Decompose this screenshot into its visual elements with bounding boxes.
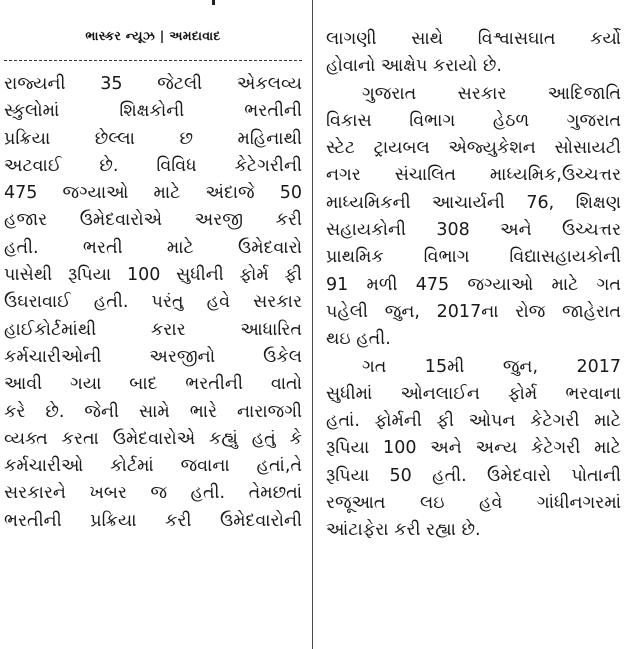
article-line: પ્રક્રિયા છેલ્લા છ મહિનાથી (4, 128, 302, 149)
article-line: ભરતીની પ્રક્રિયા કરી ઉમેદવારોની (4, 510, 302, 531)
article-line: રૂપિયા 100 અને અન્ય કેટેગરી માટે (326, 438, 621, 459)
article-line: હોવાનો આક્ષેપ કરાયો છે. (326, 56, 502, 77)
article-line: 475 જગ્યાઓ માટે અંદાજે 50 (4, 183, 302, 204)
article-line: લાગણી સાથે વિશ્વાસઘાત કર્યો (326, 29, 621, 49)
article-line: આવી ગયા બાદ ભરતીની વાતો (4, 374, 302, 395)
article-line: રાજ્યની 35 જેટલી એકલવ્ય (4, 74, 302, 94)
article-line: સુધીમાં ઓનલાઈન ફોર્મ ભરવાના (326, 383, 621, 404)
article-line: હજાર ઉમેદવારોએ અરજી કરી (4, 210, 302, 231)
article-line: વિકાસ વિભાગ હેઠળ ગુજરાત (326, 110, 621, 131)
article-line: માધ્યમિકની આચાર્યની 76, શિક્ષણ (326, 192, 621, 213)
article-line: હતાં. ફોર્મની ફી ઓપન કેટેગરી માટે (326, 411, 621, 432)
article-line: સહાયકોની 308 અને ઉચ્ચત્તર (326, 220, 621, 241)
article-line: 91 મળી 475 જગ્યાઓ માટે ગત (326, 274, 621, 295)
right-column (326, 0, 621, 649)
article-line: સ્ટેટ ટ્રાયબલ એજ્યુકેશન સોસાયટી (326, 138, 621, 159)
article-line: પ્રાથમિક વિભાગ વિદ્યાસહાયકોની (326, 247, 621, 268)
article-line: સ્કુલોમાં શિક્ષકોની ભરતીની (4, 101, 302, 122)
article-line: હાઈકોર્ટમાંથી કરાર આધારિત (4, 319, 302, 340)
article-line: હતી. ભરતી માટે ઉમેદવારો (4, 237, 302, 258)
article-line: પાસેથી રૂપિયા 100 સુધીની ફોર્મ ફી (4, 265, 302, 286)
article-line: થઇ હતી. (326, 329, 391, 350)
dateline-rule (4, 60, 302, 61)
article-line: સરકારને ખબર જ હતી. તેમછતાં (4, 483, 302, 504)
article-line: ગુજરાત સરકાર આદિજાતિ (362, 83, 621, 104)
dateline: ભાસ્કર ન્યૂઝ | અમદાવાદ (85, 28, 221, 43)
article-line: કર્મચારીઓ કોર્ટમાં જવાના હતાં,તે (4, 456, 302, 477)
article-line: કરે છે. જેની સામે ભારે નારાજગી (4, 401, 302, 422)
article-line: કર્મચારીઓની અરજીનો ઉકેલ (4, 346, 302, 367)
left-column (4, 0, 302, 649)
article-line: રજૂઆત લઇ હવે ગાંધીનગરમાં (326, 493, 621, 514)
article-line: વ્યક્ત કરતા ઉમેદવારોએ કહ્યું હતું કે (4, 428, 302, 449)
article-line: પહેલી જુન, 2017ના રોજ જાહેરાત (326, 301, 621, 322)
article-line: રૂપિયા 50 હતી. ઉમેદવારો પોતાની (326, 465, 621, 486)
article-line: અટવાઈ છે. વિવિધ કેટેગરીની (4, 155, 302, 176)
article-line: આંટાફેરા કરી રહ્યા છે. (326, 520, 481, 541)
column-divider (312, 0, 313, 649)
article-line: ઉઘરાવાઈ હતી. પરંતુ હવે સરકાર (4, 292, 302, 313)
article-line: નગર સંચાલિત માધ્યમિક,ઉચ્ચત્તર (326, 165, 621, 186)
article-line: ગત 15મી જુન, 2017 (362, 356, 621, 377)
